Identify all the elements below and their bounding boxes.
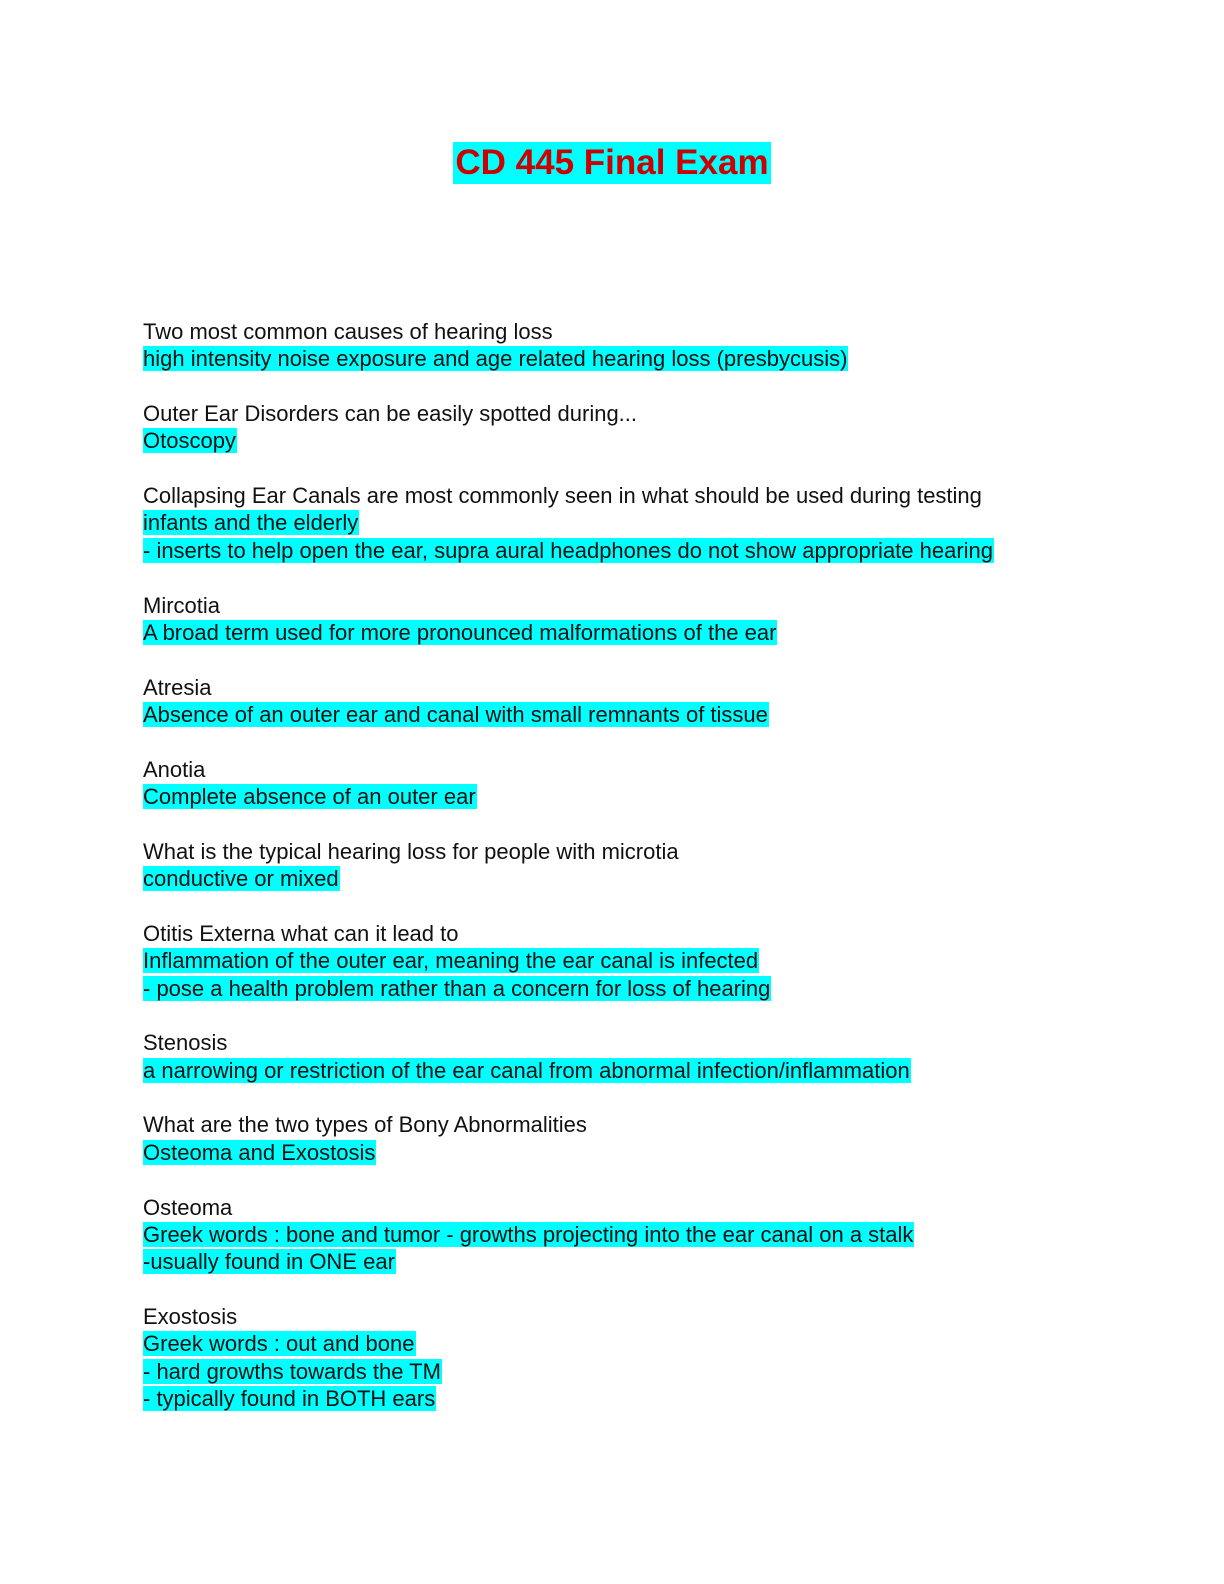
answer-line [143, 345, 1143, 372]
question-text: What is the typical hearing loss for people with microtia [143, 838, 679, 864]
qa-item [143, 1029, 1143, 1084]
answer-text: high intensity noise exposure and age related hearing loss (presbycusis) [143, 346, 848, 372]
question-text: Mircotia [143, 592, 221, 618]
answer-line [143, 1385, 1143, 1412]
answer-line [143, 975, 1143, 1002]
answer-line [143, 1139, 1143, 1166]
answer-text: -usually found in ONE ear [143, 1249, 395, 1275]
answer-line [143, 619, 1143, 646]
qa-item [143, 1303, 1143, 1412]
question-text: Otitis Externa what can it lead to [143, 920, 459, 946]
answer-text: Greek words : out and bone [143, 1331, 415, 1357]
question-text: Outer Ear Disorders can be easily spotted during... [143, 401, 638, 427]
answer-text: conductive or mixed [143, 866, 339, 892]
answer-line [143, 783, 1143, 810]
answer-text: a narrowing or restriction of the ear canal from abnormal infection/inflammation [143, 1057, 910, 1083]
answer-text: - typically found in BOTH ears [143, 1385, 436, 1411]
title-area [0, 142, 1224, 184]
answer-line [143, 1248, 1143, 1275]
answer-text: - pose a health problem rather than a concern for loss of hearing [143, 975, 771, 1001]
answer-line [143, 701, 1143, 728]
document-title: CD 445 Final Exam [455, 143, 769, 182]
qa-item [143, 674, 1143, 729]
question-text: Atresia [143, 674, 212, 700]
answer-line [143, 1330, 1143, 1357]
answer-text: Osteoma and Exostosis [143, 1139, 376, 1165]
answer-text: Greek words : bone and tumor - growths projecting into the ear canal on a stalk [143, 1221, 914, 1247]
qa-item [143, 1111, 1143, 1166]
answer-line [143, 1057, 1143, 1084]
answer-text: Absence of an outer ear and canal with small remnants of tissue [143, 701, 768, 727]
answer-line [143, 1358, 1143, 1385]
qa-item [143, 756, 1143, 811]
question-text: Exostosis [143, 1303, 238, 1329]
qa-item [143, 920, 1143, 1002]
qa-item [143, 1194, 1143, 1276]
answer-text: Otoscopy [143, 428, 236, 454]
answer-line [143, 1221, 1143, 1248]
answer-line [143, 537, 1143, 564]
answer-line [143, 865, 1143, 892]
answer-text: infants and the elderly [143, 510, 359, 536]
question-text: Stenosis [143, 1030, 228, 1056]
qa-item [143, 592, 1143, 647]
answer-line [143, 947, 1143, 974]
answer-line [143, 427, 1143, 454]
qa-item [143, 400, 1143, 455]
question-text: Anotia [143, 756, 206, 782]
qa-list [143, 318, 1143, 1440]
question-text: Collapsing Ear Canals are most commonly seen in what should be used during testing [143, 483, 982, 509]
question-text: What are the two types of Bony Abnormalities [143, 1112, 587, 1138]
answer-text: - hard growths towards the TM [143, 1358, 441, 1384]
answer-line [143, 509, 1143, 536]
question-text: Two most common causes of hearing loss [143, 319, 553, 344]
qa-item [143, 482, 1143, 564]
qa-item [143, 318, 1143, 373]
qa-item [143, 838, 1143, 893]
answer-text: Complete absence of an outer ear [143, 784, 476, 810]
question-text: Osteoma [143, 1194, 233, 1220]
answer-text: Inflammation of the outer ear, meaning the ear canal is infected [143, 948, 759, 974]
answer-text: A broad term used for more pronounced malformations of the ear [143, 619, 777, 645]
answer-text: - inserts to help open the ear, supra aural headphones do not show appropriate hearing [143, 537, 994, 563]
